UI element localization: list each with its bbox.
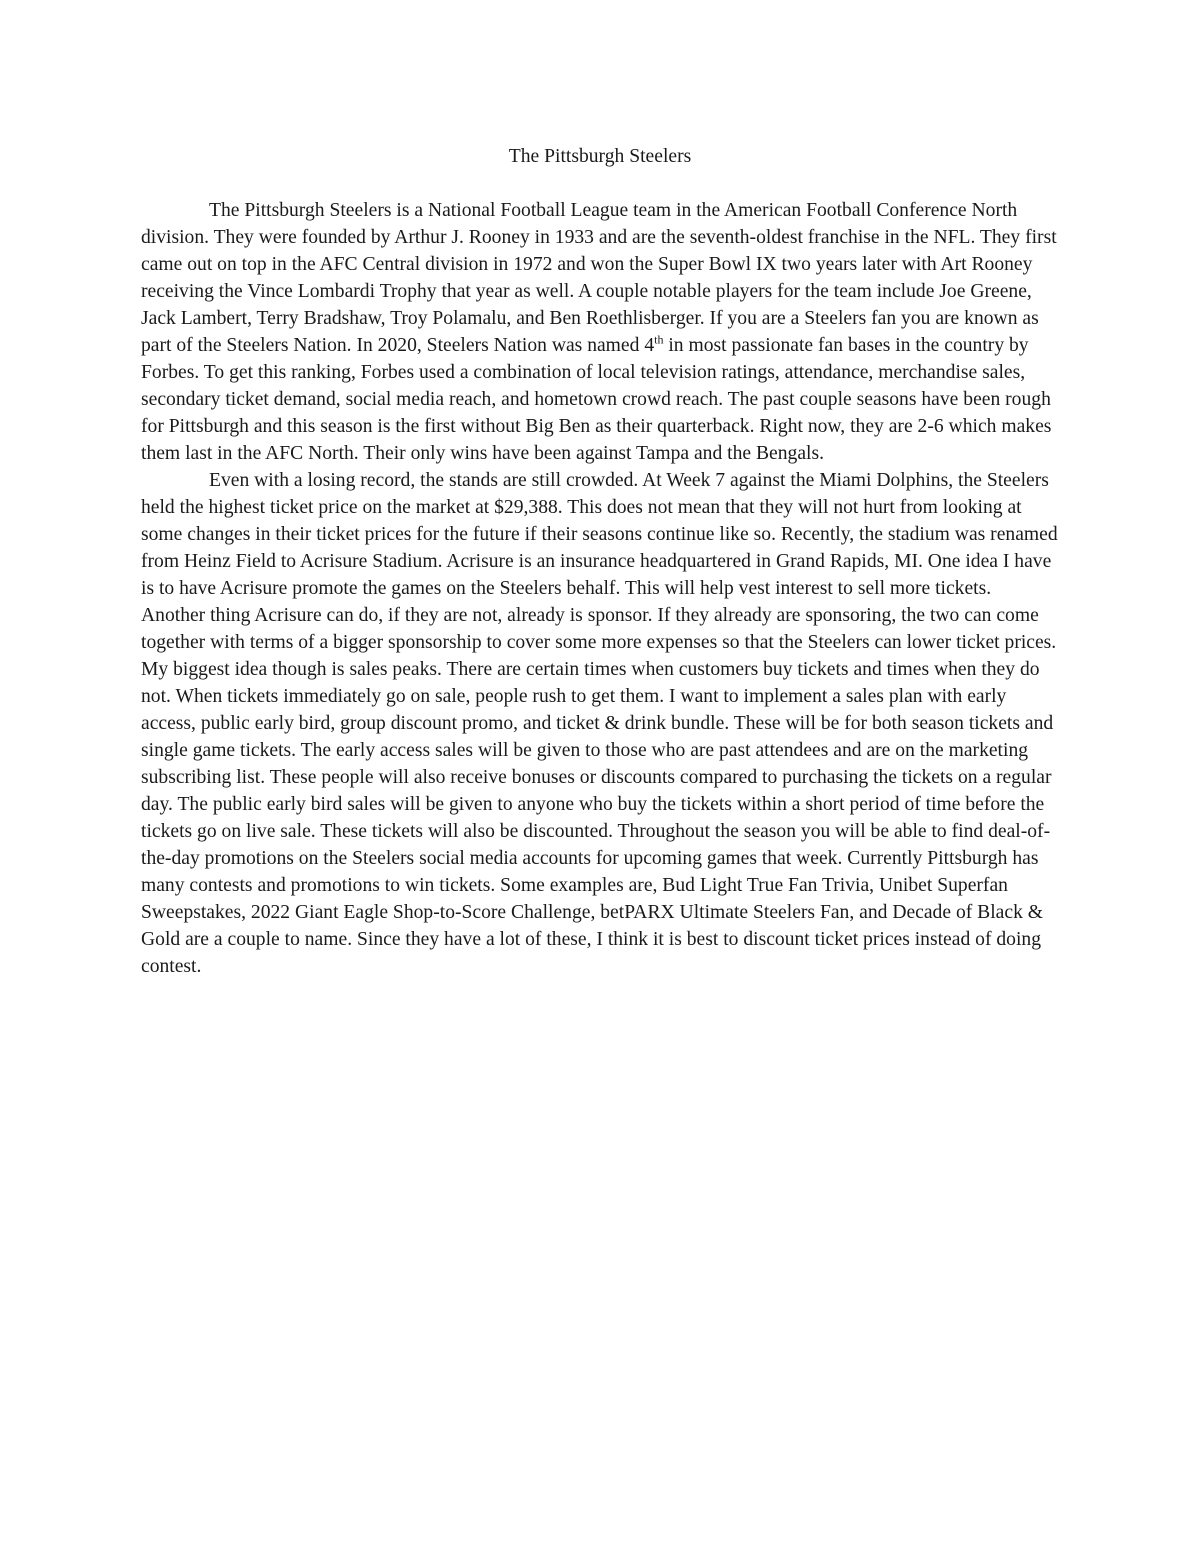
document-body [141,141,1059,980]
paragraph-1-text-a: The Pittsburgh Steelers is a National Football League team in the American Football Conference North division. They were founded by Arthur J. Rooney in 1933 and are the seventh-oldest franchise in the NFL. They first came out on top in the AFC Central division in 1972 and won the Super Bowl IX two years later with Art Rooney receiving the Vince Lombardi Trophy that year as well. A couple notable players for the team include Joe Greene, Jack Lambert, Terry Bradshaw, Troy Polamalu, and Ben Roethlisberger. If you are a Steelers fan you are known as part of the Steelers Nation. In 2020, Steelers Nation was named 4 [141,200,1057,356]
ordinal-superscript: th [654,332,664,347]
paragraph-1 [141,197,1059,467]
document-title: The Pittsburgh Steelers [508,146,692,167]
paragraph-2: Even with a losing record, the stands are still crowded. At Week 7 against the Miami Dolphins, the Steelers held the highest ticket price on the market at $29,388. This does not mean that they will not hurt from looking at some changes in their ticket prices for the future if their seasons continue like so. Recently, the stadium was renamed from Heinz Field to Acrisure Stadium. Acrisure is an insurance headquartered in Grand Rapids, MI. One idea I have is to have Acrisure promote the games on the Steelers behalf. This will help vest interest to sell more tickets. Another thing Acrisure can do, if they are not, already is sponsor. If they already are sponsoring, the two can come together with terms of a bigger sponsorship to cover some more expenses so that the Steelers can lower ticket prices. My biggest idea though is sales peaks. There are certain times when customers buy tickets and times when they do not. When tickets immediately go on sale, people rush to get them. I want to implement a sales plan with early access, public early bird, group discount promo, and ticket & drink bundle. These will be for both season tickets and single game tickets. The early access sales will be given to those who are past attendees and are on the marketing subscribing list. These people will also receive bonuses or discounts compared to purchasing the tickets on a regular day. The public early bird sales will be given to anyone who buy the tickets within a short period of time before the tickets go on live sale. These tickets will also be discounted. Throughout the season you will be able to find deal-of-the-day promotions on the Steelers social media accounts for upcoming games that week. Currently Pittsburgh has many contests and promotions to win tickets. Some examples are, Bud Light True Fan Trivia, Unibet Superfan Sweepstakes, 2022 Giant Eagle Shop-to-Score Challenge, betPARX Ultimate Steelers Fan, and Decade of Black & Gold are a couple to name. Since they have a lot of these, I think it is best to discount ticket prices instead of doing contest. [141,470,1058,977]
paragraph-1-text-b: in most passionate fan bases in the country by Forbes. To get this ranking, Forbes used a combination of local television ratings, attendance, merchandise sales, secondary ticket demand, social media reach, and hometown crowd reach. The past couple seasons have been rough for Pittsburgh and this season is the first without Big Ben as their quarterback. Right now, they are 2-6 which makes them last in the AFC North. Their only wins have been against Tampa and the Bengals. [141,335,1052,464]
